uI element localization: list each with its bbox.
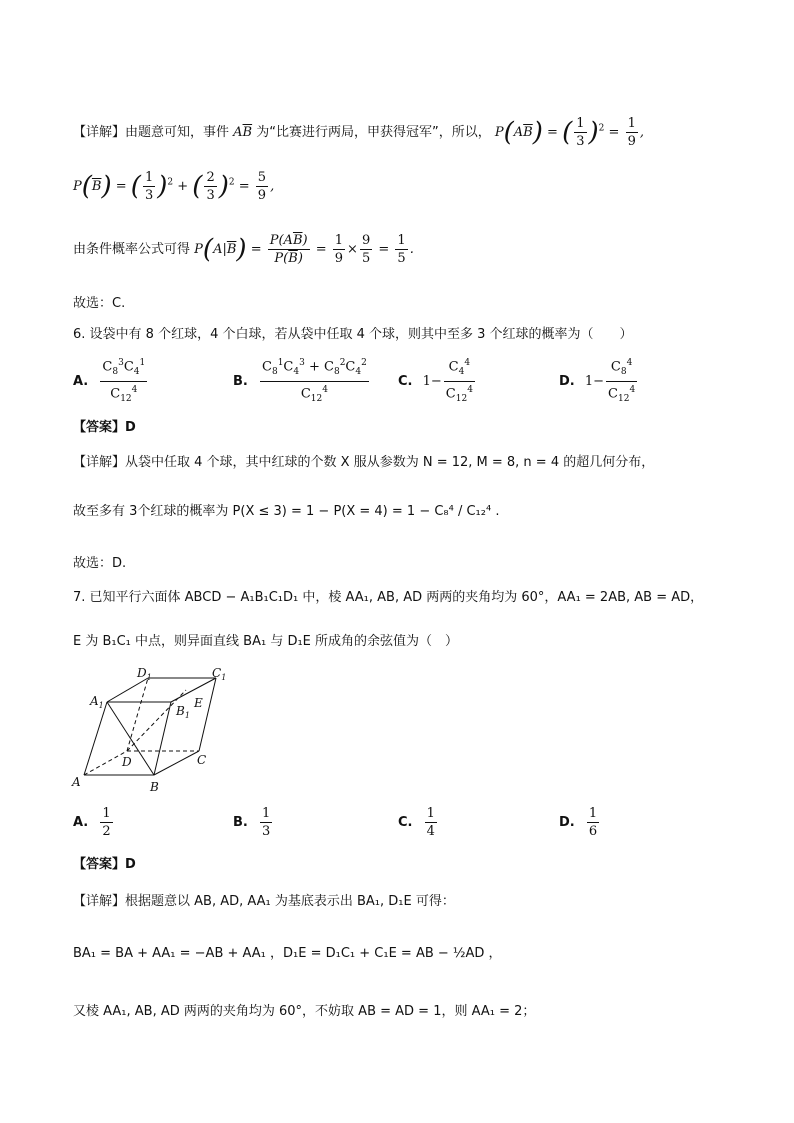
question6-choice: 故选：D.	[73, 556, 127, 571]
label-c: C	[197, 753, 207, 767]
label-b: B	[150, 780, 159, 794]
formula-conditional: P(A|B) = $\frac{P(AB)}{P(B)}$ = $\frac{1}{9}$ × $\frac{9}{5}$ = $\frac{1}{5}$ .	[194, 233, 414, 266]
question7-detail1: 【详解】根据题意以 AB, AD, AA₁ 为基底表示出 BA₁, D₁E 可得：	[73, 894, 455, 909]
solution5-line2	[73, 170, 274, 203]
label-d: D	[122, 755, 132, 769]
event-ab: AB	[233, 125, 253, 140]
solution5-line3	[73, 233, 414, 266]
label-b1: $B_1$	[176, 704, 190, 720]
question6-option-c[interactable]: C. 1− $\frac{C_4^4}{C_{12}^4}$	[398, 358, 473, 404]
question6-option-a[interactable]: A. $\frac{C_8^3C_4^1}{C_{12}^4}$	[73, 358, 146, 404]
solution5-text: 【详解】由题意可知，事件	[73, 125, 230, 140]
question6-option-b[interactable]: B. $\frac{C_8^1C_4^3 + C_8^2C_4^2}{C_{12}^4}$	[233, 358, 367, 404]
formula-p-ab: P(AB) = ( $\frac{1}{3}$ )$^2$ = $\frac{1}{9}$ ,	[494, 116, 644, 149]
solution5-cond-text: 由条件概率公式可得	[73, 242, 191, 257]
solution5-line1	[73, 116, 644, 149]
question7-stem2: E 为 B₁C₁ 中点，则异面直线 BA₁ 与 D₁E 所成角的余弦值为（ ）	[73, 634, 459, 649]
question6-stem: 6. 设袋中有 8 个红球，4 个白球，若从袋中任取 4 个球，则其中至多 3 个红球的概率为（ ）	[73, 327, 633, 342]
label-e: E	[194, 696, 203, 710]
question6-answer: 【答案】D	[73, 420, 136, 435]
question7-option-b[interactable]: B. $\frac{1}{3}$	[233, 806, 271, 839]
question7-option-c[interactable]: C. $\frac{1}{4}$	[398, 806, 435, 839]
parallelepiped-figure	[70, 665, 230, 800]
question6-detail2: 故至多有 3个红球的概率为 P(X ≤ 3) = 1 − P(X = 4) = 1 − C₈⁴ / C₁₂⁴ .	[73, 504, 500, 519]
label-a: A	[72, 775, 81, 789]
question7-option-d[interactable]: D. $\frac{1}{6}$	[559, 806, 598, 839]
question7-detail3: 又棱 AA₁, AB, AD 两两的夹角均为 60°，不妨取 AB = AD = 1，则 AA₁ = 2；	[73, 1004, 536, 1019]
question6-detail1: 【详解】从袋中任取 4 个球，其中红球的个数 X 服从参数为 N = 12, M = 8, n = 4 的超几何分布，	[73, 455, 655, 470]
question7-option-a[interactable]: A. $\frac{1}{2}$	[73, 806, 111, 839]
solution5-choice: 故选：C.	[73, 296, 126, 311]
label-d1: $D_1$	[137, 666, 152, 682]
question6-option-d[interactable]: D. 1− $\frac{C_8^4}{C_{12}^4}$	[559, 358, 636, 404]
label-a1: $A_1$	[90, 694, 104, 710]
label-c1: $C_1$	[212, 666, 227, 682]
question7-detail2: BA₁ = BA + AA₁ = −AB + AA₁ ，D₁E = D₁C₁ + C₁E = AB − ½AD ，	[73, 946, 502, 961]
question7-stem1: 7. 已知平行六面体 ABCD − A₁B₁C₁D₁ 中，棱 AA₁, AB, AD 两两的夹角均为 60°，AA₁ = 2AB, AB = AD，	[73, 590, 704, 605]
formula-p-b: P(B) = ( $\frac{1}{3}$ )$^2$ + ( $\frac{2}{3}$ )$^2$ = $\frac{5}{9}$ ,	[73, 170, 275, 203]
question7-answer: 【答案】D	[73, 857, 136, 872]
solution5-text-mid: 为“比赛进行两局，甲获得冠军”，所以，	[256, 125, 491, 140]
